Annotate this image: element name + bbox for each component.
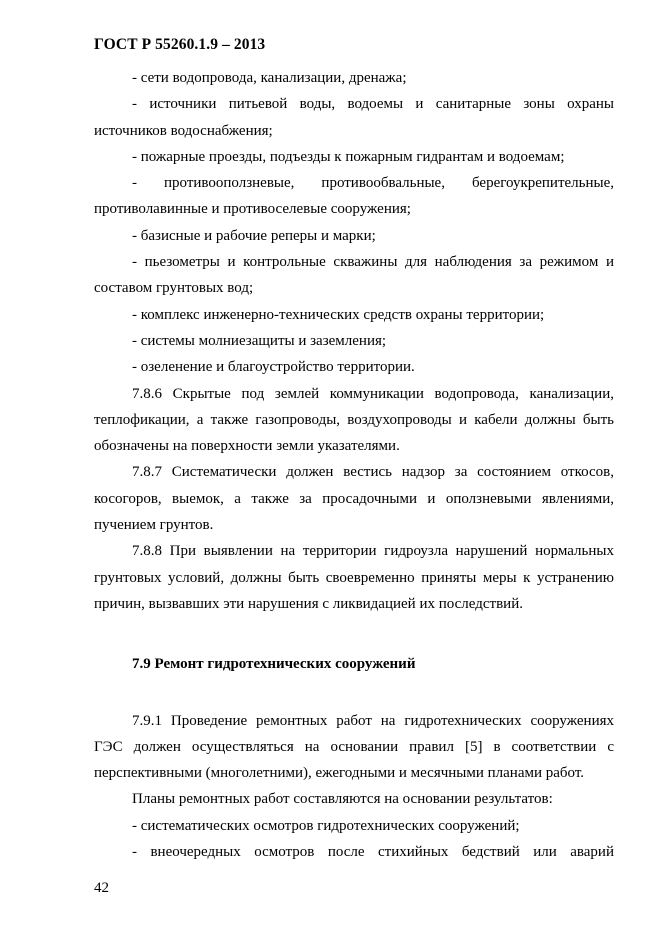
list-item: - систематических осмотров гидротехнических сооружений; <box>132 817 520 834</box>
list-item: - источники питьевой воды, водоемы и санитарные зоны охраны источников водоснабжения; <box>94 96 614 139</box>
clause-7-9-1: 7.9.1 Проведение ремонтных работ на гидротехнических сооружениях ГЭС должен осуществляться на основании правил [5] в соответствии с перспективными (многолетними), ежегодными и месячными планами работ. <box>94 712 614 782</box>
list-item: - противооползневые, противообвальные, берегоукрепительные, противолавинные и противоселевые сооружения; <box>94 175 614 218</box>
list-item: - комплекс инженерно-технических средств охраны территории; <box>132 306 545 323</box>
document-body <box>94 65 614 865</box>
list-item: - сети водопровода, канализации, дренажа; <box>132 70 407 86</box>
plans-intro: Планы ремонтных работ составляются на основании результатов: <box>132 791 553 808</box>
section-heading: 7.9 Ремонт гидротехнических сооружений <box>132 656 416 673</box>
page-number: 42 <box>94 880 109 896</box>
list-item: - пожарные проезды, подъезды к пожарным гидрантам и водоемам; <box>132 148 565 165</box>
clause-7-8-7: 7.8.7 Систематически должен вестись надзор за состоянием откосов, косогоров, выемок, а также за просадочными и оползневыми явлениями, пучением грунтов. <box>94 464 614 534</box>
list-item: - внеочередных осмотров после стихийных бедствий или аварий <box>132 844 614 861</box>
clause-7-8-8: 7.8.8 При выявлении на территории гидроузла нарушений нормальных грунтовых условий, должны быть своевременно приняты меры к устранению причин, вызвавших эти нарушения с ликвидацией их последствий. <box>94 543 614 612</box>
page-header-standard: ГОСТ Р 55260.1.9 – 2013 <box>94 36 266 53</box>
list-item: - пьезометры и контрольные скважины для наблюдения за режимом и составом грунтовых вод; <box>94 254 614 297</box>
list-item: - базисные и рабочие реперы и марки; <box>132 227 376 244</box>
list-item: - системы молниезащиты и заземления; <box>132 332 387 349</box>
clause-7-8-6: 7.8.6 Скрытые под землей коммуникации водопровода, канализации, теплофикации, а также газопроводы, воздухопроводы и кабели должны быть обозначены на поверхности земли указателями. <box>94 385 614 455</box>
list-item: - озеленение и благоустройство территории. <box>132 359 415 376</box>
